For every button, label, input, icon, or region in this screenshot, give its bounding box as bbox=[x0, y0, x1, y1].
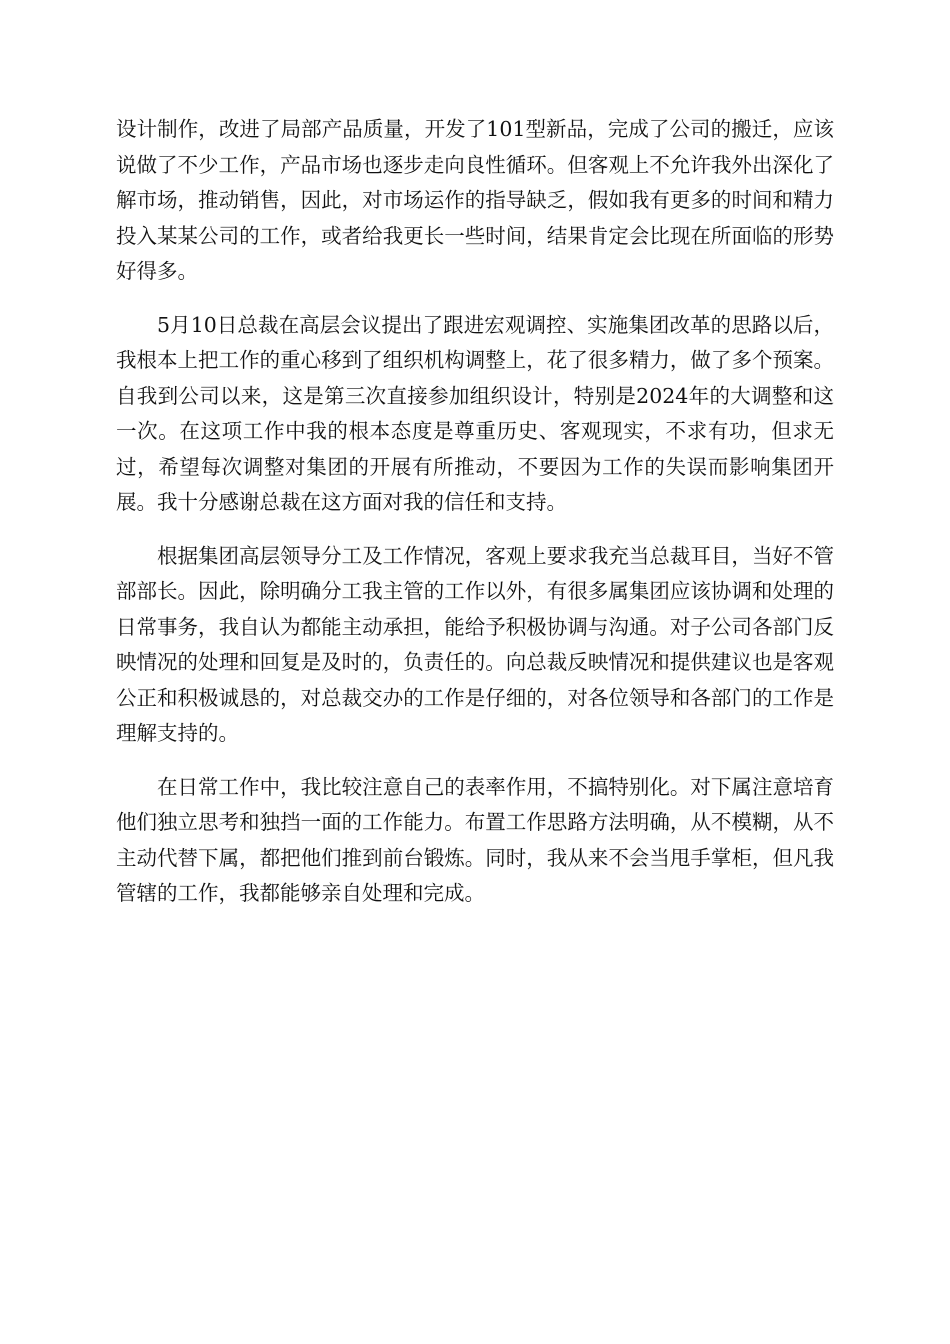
document-body bbox=[116, 112, 834, 930]
paragraph-coordination-duties: 根据集团高层领导分工及工作情况，客观上要求我充当总裁耳目，当好不管部部长。因此，除明确分工我主管的工作以外，有很多属集团应该协调和处理的日常事务，我自认为都能主动承担，能给予积极协调与沟通。对子公司各部门反映情况的处理和回复是及时的，负责任的。向总裁反映情况和提供建议也是客观公正和积极诚恳的，对总裁交办的工作是仔细的，对各位领导和各部门的工作是理解支持的。 bbox=[116, 543, 834, 745]
paragraph-daily-work: 在日常工作中，我比较注意自己的表率作用，不搞特别化。对下属注意培育他们独立思考和独挡一面的工作能力。布置工作思路方法明确，从不模糊，从不主动代替下属，都把他们推到前台锻炼。同时，我从来不会当甩手掌柜，但凡我管辖的工作，我都能够亲自处理和完成。 bbox=[116, 774, 834, 905]
paragraph-continuation: 设计制作，改进了局部产品质量，开发了101型新品，完成了公司的搬迁，应该说做了不少工作，产品市场也逐步走向良性循环。但客观上不允许我外出深化了解市场，推动销售，因此，对市场运作的指导缺乏，假如我有更多的时间和精力投入某某公司的工作，或者给我更长一些时间，结果肯定会比现在所面临的形势好得多。 bbox=[116, 117, 834, 283]
paragraph-organization-adjustment: 5月10日总裁在高层会议提出了跟进宏观调控、实施集团改革的思路以后，我根本上把工作的重心移到了组织机构调整上，花了很多精力，做了多个预案。自我到公司以来，这是第三次直接参加组织设计，特别是2024年的大调整和这一次。在这项工作中我的根本态度是尊重历史、客观现实，不求有功，但求无过，希望每次调整对集团的开展有所推动，不要因为工作的失误而影响集团开展。我十分感谢总裁在这方面对我的信任和支持。 bbox=[116, 312, 834, 514]
